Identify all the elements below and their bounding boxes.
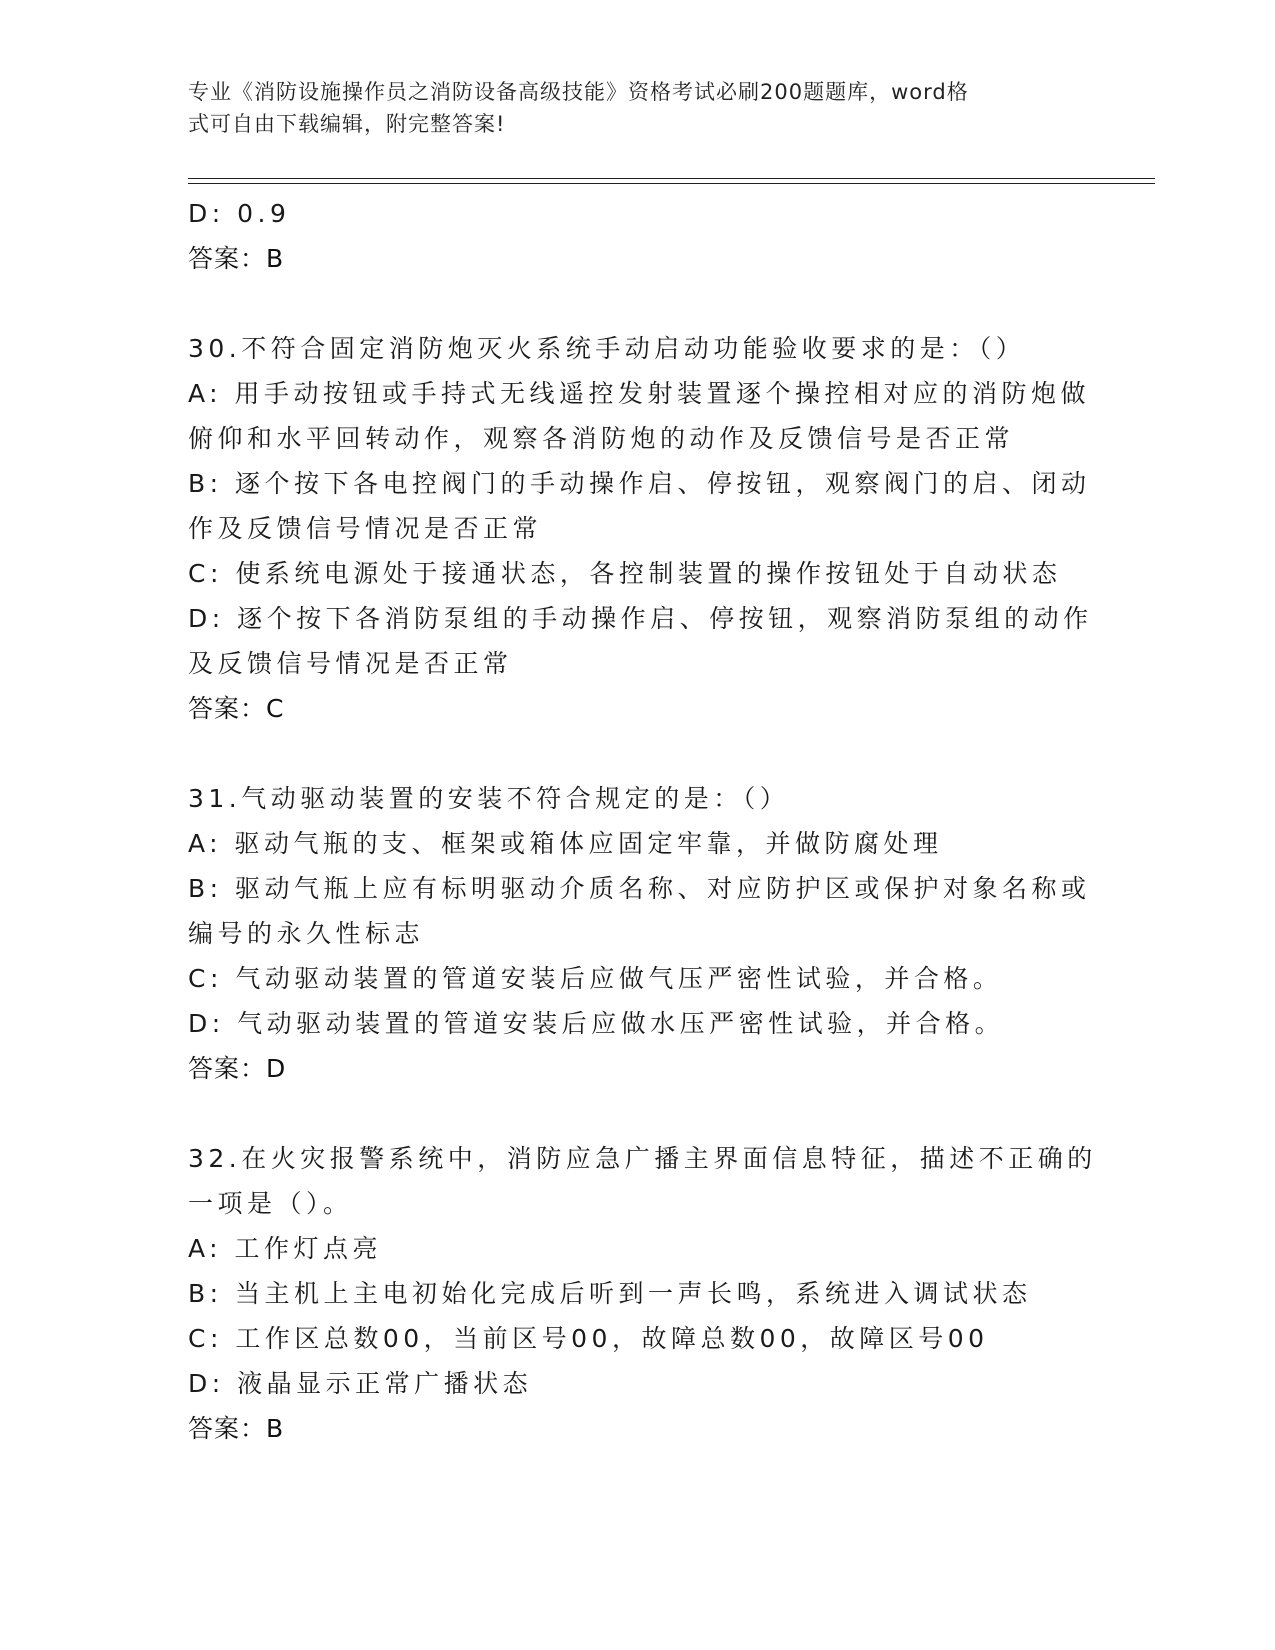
option-d: D: 0.9 [188, 199, 291, 228]
option-b-continued: 作及反馈信号情况是否正常 [188, 514, 543, 543]
option-b: B: 当主机上主电初始化完成后听到一声长鸣，系统进入调试状态 [188, 1279, 1032, 1308]
header-divider-top [188, 178, 1155, 179]
question-stem: 32.在火灾报警系统中，消防应急广播主界面信息特征，描述不正确的 [188, 1144, 1097, 1173]
option-d-continued: 及反馈信号情况是否正常 [188, 649, 513, 678]
spacer [188, 731, 1088, 776]
option-b: B: 驱动气瓶上应有标明驱动介质名称、对应防护区或保护对象名称或 [188, 874, 1091, 903]
option-a: A: 驱动气瓶的支、框架或箱体应固定牢靠，并做防腐处理 [188, 829, 943, 858]
question-list [188, 191, 1097, 1451]
document-header [188, 76, 1068, 140]
spacer [188, 1091, 1088, 1136]
option-d: D: 气动驱动装置的管道安装后应做水压严密性试验，并合格。 [188, 1009, 1005, 1038]
question-stem: 30.不符合固定消防炮灭火系统手动启动功能验收要求的是：（） [188, 334, 1026, 363]
header-line-2: 式可自由下载编辑，附完整答案! [188, 112, 506, 136]
answer-line: 答案：C [188, 694, 285, 723]
spacer [188, 281, 1088, 326]
answer-line: 答案：D [188, 1054, 287, 1083]
option-c: C: 气动驱动装置的管道安装后应做气压严密性试验，并合格。 [188, 964, 1003, 993]
option-b: B: 逐个按下各电控阀门的手动操作启、停按钮，观察阀门的启、闭动 [188, 469, 1091, 498]
question-30 [188, 326, 1093, 731]
option-a: A: 用手动按钮或手持式无线遥控发射装置逐个操控相对应的消防炮做 [188, 379, 1091, 408]
answer-line: 答案：B [188, 244, 285, 273]
option-d: D: 液晶显示正常广播状态 [188, 1369, 533, 1398]
option-a: A: 工作灯点亮 [188, 1234, 383, 1263]
option-b-continued: 编号的永久性标志 [188, 919, 425, 948]
header-divider-bottom [188, 183, 1155, 184]
option-d: D: 逐个按下各消防泵组的手动操作启、停按钮，观察消防泵组的动作 [188, 604, 1093, 633]
question-31 [188, 776, 1091, 1091]
question-32 [188, 1136, 1097, 1451]
header-line-1: 专业《消防设施操作员之消防设备高级技能》资格考试必刷200题题库，word格 [188, 80, 969, 104]
answer-line: 答案：B [188, 1414, 285, 1443]
question-stem: 31.气动驱动装置的安装不符合规定的是：（） [188, 784, 790, 813]
option-c: C: 使系统电源处于接通状态，各控制装置的操作按钮处于自动状态 [188, 559, 1062, 588]
question-stem-continued: 一项是（）。 [188, 1189, 353, 1218]
previous-question-tail [188, 191, 1088, 281]
option-c: C: 工作区总数00，当前区号00，故障总数00，故障区号00 [188, 1324, 989, 1353]
option-a-continued: 俯仰和水平回转动作，观察各消防炮的动作及反馈信号是否正常 [188, 424, 1015, 453]
